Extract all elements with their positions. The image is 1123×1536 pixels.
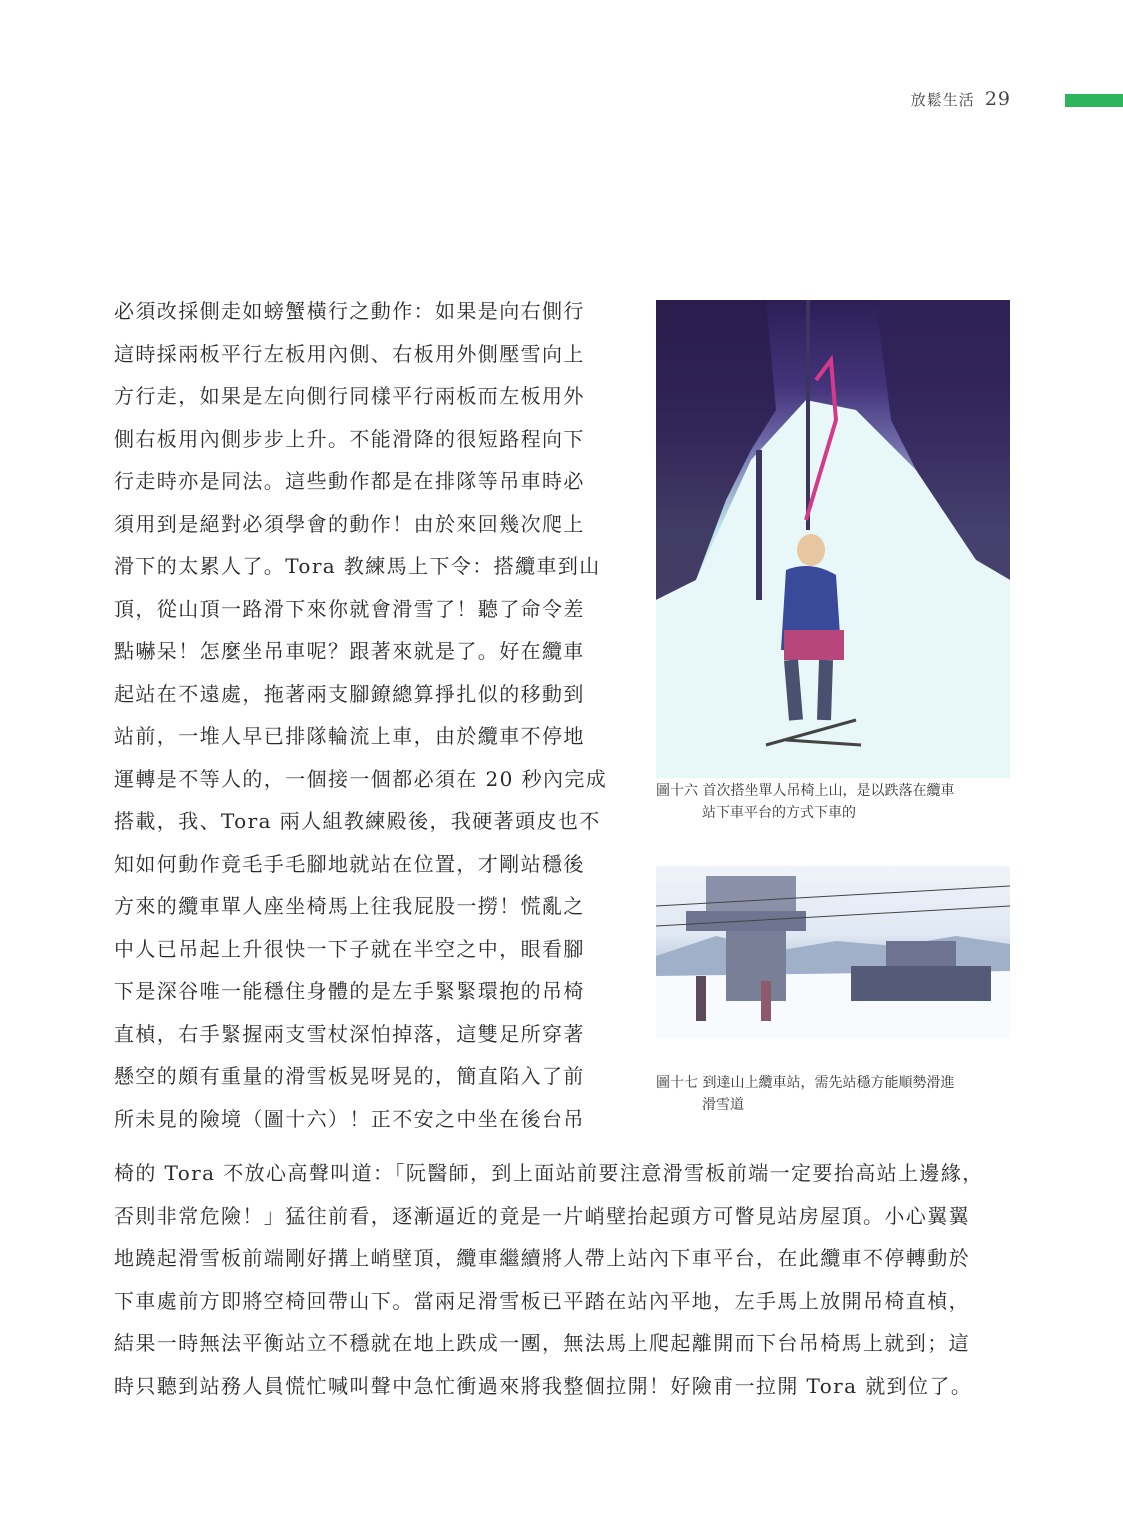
figure-16-photo-chairlift [656, 300, 1010, 778]
section-tab-marker [1065, 94, 1123, 107]
text-line: 側右板用內側步步上升。不能滑降的很短路程向下 [114, 426, 585, 451]
caption-line: 圖十七 到達山上纜車站，需先站穩方能順勢滑進 [656, 1075, 955, 1091]
text-line: 下車處前方即將空椅回帶山下。當兩足滑雪板已平踏在站內平地，左手馬上放開吊椅直楨， [114, 1288, 970, 1313]
text-line: 滑下的太累人了。Tora 教練馬上下令：搭纜車到山 [114, 554, 601, 578]
text-line: 所未見的險境（圖十六）！正不安之中坐在後台吊 [114, 1106, 585, 1131]
text-line: 結果一時無法平衡站立不穩就在地上跌成一團，無法馬上爬起離開而下台吊椅馬上就到；這 [114, 1331, 970, 1355]
text-line: 搭載，我、Tora 兩人組教練殿後，我硬著頭皮也不 [114, 809, 601, 833]
text-line: 站前，一堆人早已排隊輪流上車，由於纜車不停地 [114, 724, 585, 748]
figure-16-caption [656, 780, 1016, 824]
text-line: 下是深谷唯一能穩住身體的是左手緊緊環抱的吊椅 [114, 979, 585, 1003]
body-text-narrow [114, 290, 624, 1140]
text-line: 起站在不遠處，拖著兩支腳鐐總算掙扎似的移動到 [114, 681, 585, 706]
page-number: 29 [984, 88, 1011, 110]
text-line: 須用到是絕對必須學會的動作！由於來回幾次爬上 [114, 511, 585, 536]
text-line: 行走時亦是同法。這些動作都是在排隊等吊車時必 [114, 469, 585, 493]
section-title: 放鬆生活 [910, 91, 975, 109]
figure-17-photo-lift-station [656, 866, 1010, 1038]
text-line: 點嚇呆！怎麼坐吊車呢？跟著來就是了。好在纜車 [114, 639, 585, 663]
caption-line: 站下車平台的方式下車的 [702, 805, 856, 821]
text-line: 頂，從山頂一路滑下來你就會滑雪了！聽了命令差 [114, 596, 585, 621]
caption-line: 滑雪道 [702, 1097, 744, 1113]
text-line: 方來的纜車單人座坐椅馬上往我屁股一撈！慌亂之 [114, 894, 585, 918]
text-line: 椅的 Tora 不放心高聲叫道：「阮醫師，到上面站前要注意滑雪板前端一定要抬高站上邊緣， [114, 1161, 984, 1185]
text-line: 運轉是不等人的，一個接一個都必須在 20 秒內完成 [114, 766, 608, 791]
running-header [911, 88, 1011, 110]
text-line: 時只聽到站務人員慌忙喊叫聲中急忙衝過來將我整個拉開！好險甫一拉開 Tora 就到位了。 [114, 1373, 973, 1398]
text-line: 懸空的頗有重量的滑雪板晃呀晃的，簡直陷入了前 [114, 1064, 585, 1088]
text-line: 必須改採側走如螃蟹橫行之動作：如果是向右側行 [114, 299, 585, 323]
text-line: 中人已吊起上升很快一下子就在半空之中，眼看腳 [114, 936, 585, 961]
caption-line: 圖十六 首次搭坐單人吊椅上山，是以跌落在纜車 [656, 783, 955, 799]
text-line: 知如何動作竟毛手毛腳地就站在位置，才剛站穩後 [114, 851, 585, 876]
body-text-wide [114, 1152, 1012, 1407]
text-line: 直楨，右手緊握兩支雪杖深怕掉落，這雙足所穿著 [114, 1021, 585, 1046]
text-line: 方行走，如果是左向側行同樣平行兩板而左板用外 [114, 384, 585, 408]
text-line: 否則非常危險！」猛往前看，逐漸逼近的竟是一片峭壁抬起頭方可瞥見站房屋頂。小心翼翼 [114, 1203, 970, 1228]
text-line: 地蹺起滑雪板前端剛好搆上峭壁頂，纜車繼續將人帶上站內下車平台，在此纜車不停轉動於 [114, 1246, 970, 1270]
text-line: 這時採兩板平行左板用內側、右板用外側壓雪向上 [114, 341, 585, 366]
figure-17-caption [656, 1072, 1016, 1116]
